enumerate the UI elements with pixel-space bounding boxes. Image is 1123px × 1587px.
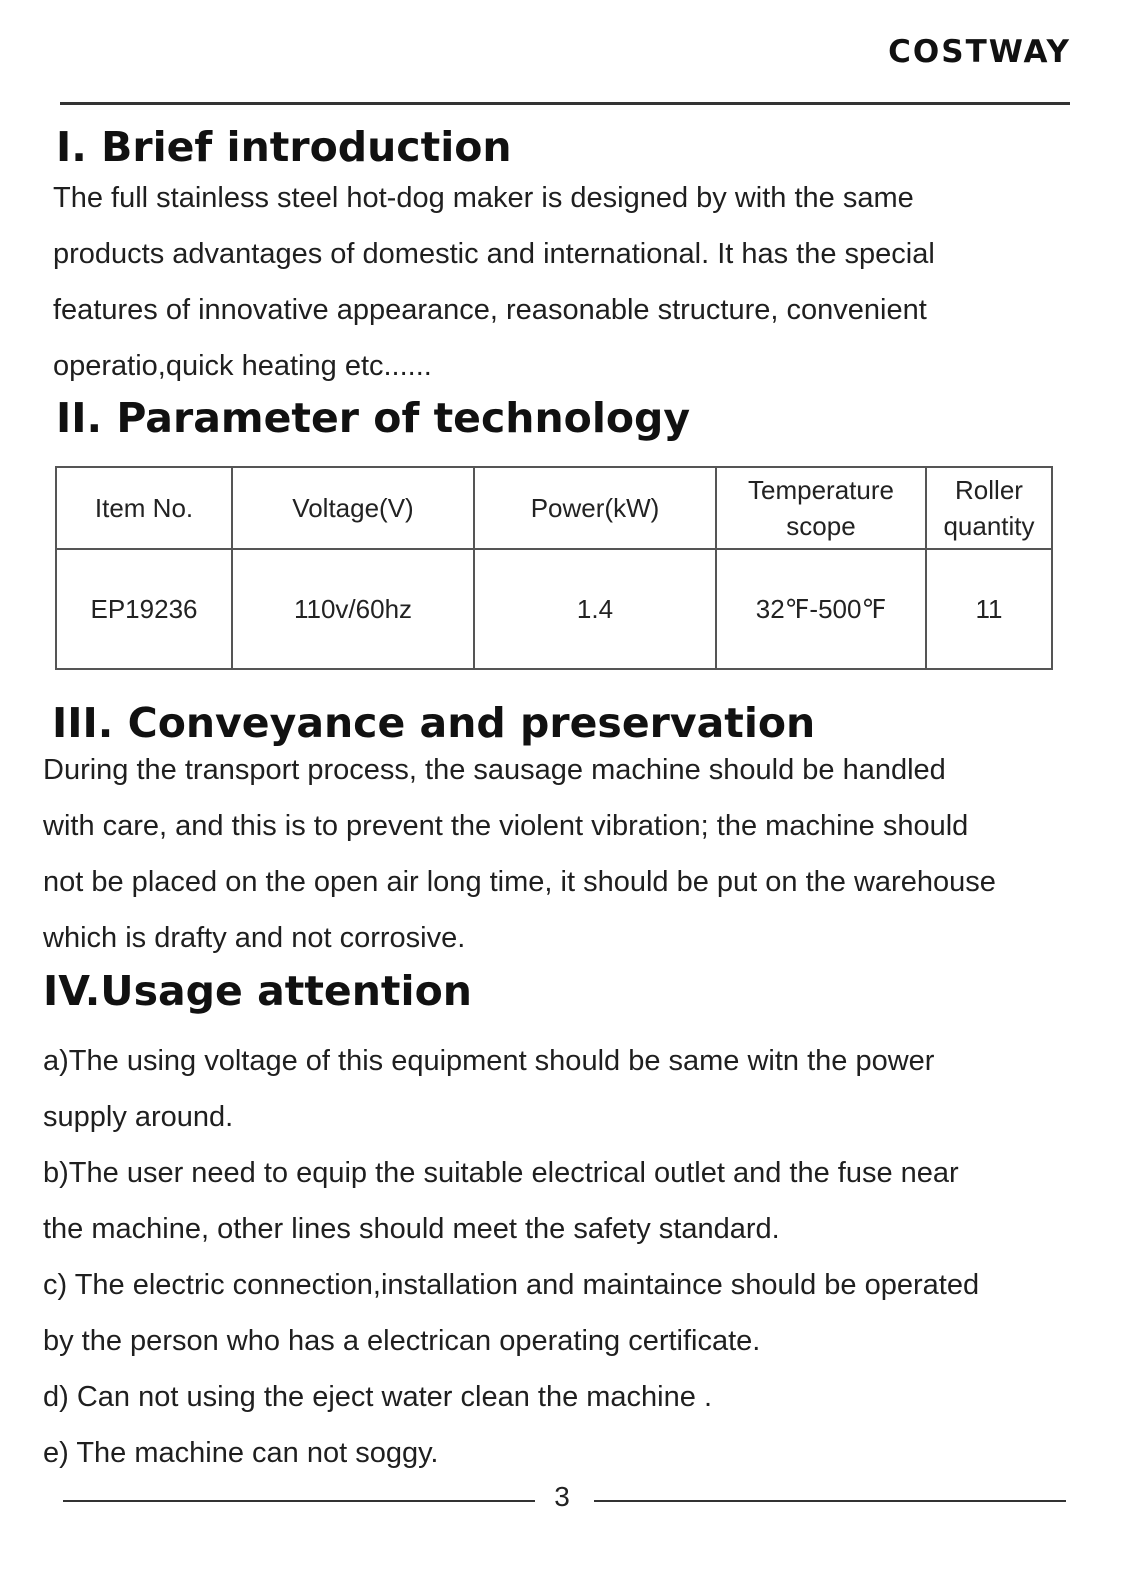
list-item: by the person who has a electrican operating certificate. xyxy=(43,1325,761,1357)
list-item: a)The using voltage of this equipment should be same witn the power xyxy=(43,1045,935,1077)
header-temperature-scope: Temperature scope xyxy=(716,467,926,549)
header-divider xyxy=(60,102,1070,105)
usage-list xyxy=(43,1033,979,1481)
list-item: c) The electric connection,installation and maintaince should be operated xyxy=(43,1269,980,1301)
table-row xyxy=(56,549,1052,669)
list-item: b)The user need to equip the suitable electrical outlet and the fuse near xyxy=(43,1157,959,1189)
header-item-no: Item No. xyxy=(56,467,232,549)
paragraph-line: operatio,quick heating etc...... xyxy=(53,350,432,382)
list-item: the machine, other lines should meet the safety standard. xyxy=(43,1213,780,1245)
list-item: e) The machine can not soggy. xyxy=(43,1437,439,1469)
section-title-usage: IV.Usage attention xyxy=(43,967,472,1015)
cell-item-no: EP19236 xyxy=(56,549,232,669)
paragraph-line: with care, and this is to prevent the violent vibration; the machine should xyxy=(43,810,969,842)
paragraph-line: The full stainless steel hot-dog maker is designed by with the same xyxy=(53,182,914,214)
table-header-row xyxy=(56,467,1052,549)
introduction-paragraph xyxy=(53,170,935,394)
page-number: 3 xyxy=(554,1481,570,1512)
cell-temperature-scope: 32℉-500℉ xyxy=(716,549,926,669)
paragraph-line: products advantages of domestic and international. It has the special xyxy=(53,238,935,270)
conveyance-paragraph xyxy=(43,742,996,966)
brand-logo: COSTWAY xyxy=(888,34,1071,70)
list-item: d) Can not using the eject water clean the machine . xyxy=(43,1381,712,1413)
section-title-conveyance: III. Conveyance and preservation xyxy=(52,699,816,747)
cell-power: 1.4 xyxy=(474,549,716,669)
paragraph-line: During the transport process, the sausage machine should be handled xyxy=(43,754,946,786)
footer-divider-left xyxy=(63,1500,535,1502)
cell-roller-quantity: 11 xyxy=(926,549,1052,669)
section-title-parameters: II. Parameter of technology xyxy=(56,394,691,442)
list-item: supply around. xyxy=(43,1101,234,1133)
header-roller-quantity: Roller quantity xyxy=(926,467,1052,549)
footer-divider-right xyxy=(594,1500,1066,1502)
paragraph-line: not be placed on the open air long time, it should be put on the warehouse xyxy=(43,866,996,898)
parameters-table xyxy=(55,466,1053,670)
paragraph-line: which is drafty and not corrosive. xyxy=(43,922,466,954)
section-title-introduction: I. Brief introduction xyxy=(56,123,512,171)
cell-voltage: 110v/60hz xyxy=(232,549,474,669)
header-power: Power(kW) xyxy=(474,467,716,549)
header-voltage: Voltage(V) xyxy=(232,467,474,549)
paragraph-line: features of innovative appearance, reasonable structure, convenient xyxy=(53,294,927,326)
